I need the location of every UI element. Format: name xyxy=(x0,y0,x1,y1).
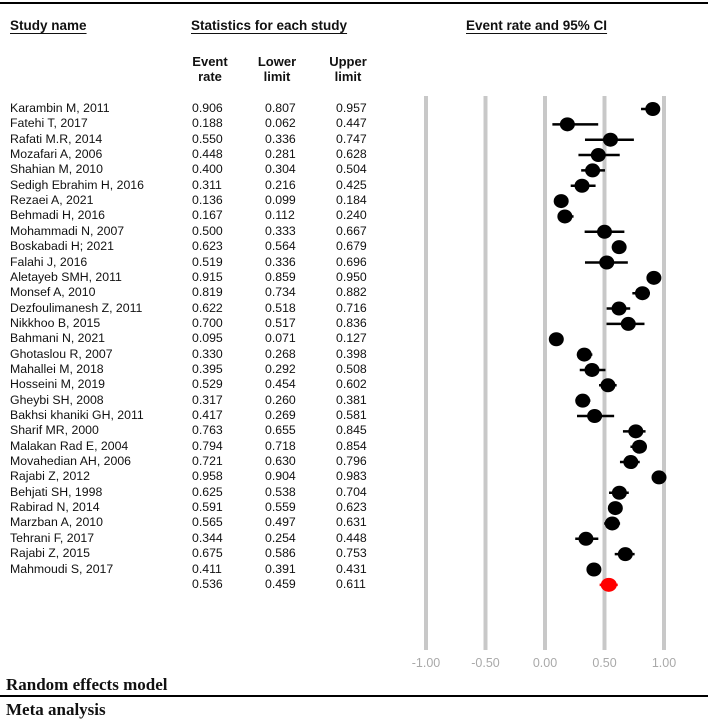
lower-limit: 0.518 xyxy=(265,300,296,315)
column-header-event-rate: Event rate xyxy=(192,54,228,84)
footer-rule xyxy=(0,695,708,697)
footer-analysis-label: Meta analysis xyxy=(6,700,106,719)
study-name: Behmadi H, 2016 xyxy=(10,208,106,223)
study-name: Rajabi Z, 2015 xyxy=(10,546,90,561)
study-marker xyxy=(575,179,590,193)
study-marker xyxy=(635,286,650,300)
upper-limit: 0.667 xyxy=(336,223,367,238)
study-name: Sharif MR, 2000 xyxy=(10,423,99,438)
lower-limit: 0.459 xyxy=(265,576,296,591)
study-marker xyxy=(578,532,593,546)
lower-limit: 0.564 xyxy=(265,239,296,254)
upper-limit: 0.398 xyxy=(336,346,367,361)
event-rate: 0.794 xyxy=(192,438,223,453)
lower-limit: 0.304 xyxy=(265,162,296,177)
upper-limit: 0.504 xyxy=(336,162,367,177)
upper-limit: 0.602 xyxy=(336,377,367,392)
study-name: Mahallei M, 2018 xyxy=(10,361,104,376)
study-marker xyxy=(599,256,614,270)
study-marker xyxy=(597,225,612,239)
tick-label: 1.00 xyxy=(651,656,677,670)
study-marker xyxy=(621,317,636,331)
upper-limit: 0.845 xyxy=(336,423,367,438)
study-marker xyxy=(612,302,627,316)
lower-limit: 0.062 xyxy=(265,116,296,131)
study-marker xyxy=(585,163,600,177)
upper-limit: 0.753 xyxy=(336,546,367,561)
event-rate: 0.700 xyxy=(192,315,223,330)
study-name: Rabirad N, 2014 xyxy=(10,500,100,515)
lower-limit: 0.268 xyxy=(265,346,296,361)
lower-limit: 0.269 xyxy=(265,408,296,422)
event-rate: 0.529 xyxy=(192,377,223,392)
upper-limit: 0.679 xyxy=(336,239,367,254)
study-marker xyxy=(557,209,572,223)
summary-marker xyxy=(601,578,617,592)
header-plot-title: Event rate and 95% CI xyxy=(466,18,608,33)
lower-limit: 0.497 xyxy=(265,515,296,530)
study-name: Sedigh Ebrahim H, 2016 xyxy=(10,177,144,192)
lower-limit: 0.333 xyxy=(265,223,296,238)
study-name: Behjati SH, 1998 xyxy=(10,484,103,499)
study-marker xyxy=(575,394,590,408)
event-rate: 0.536 xyxy=(192,576,223,591)
study-name: Dezfoulimanesh Z, 2011 xyxy=(10,300,143,315)
footer-model-label: Random effects model xyxy=(6,675,168,694)
event-rate: 0.167 xyxy=(192,208,223,223)
study-name: Hosseini M, 2019 xyxy=(10,377,106,392)
lower-limit: 0.336 xyxy=(265,131,296,146)
lower-limit: 0.586 xyxy=(265,546,296,561)
study-name: Karambin M, 2011 xyxy=(10,101,110,115)
upper-limit: 0.796 xyxy=(336,454,367,469)
upper-limit: 0.696 xyxy=(336,254,367,269)
upper-limit: 0.628 xyxy=(336,147,367,162)
study-marker xyxy=(612,240,627,254)
event-rate: 0.311 xyxy=(192,177,222,192)
upper-limit: 0.623 xyxy=(336,500,367,515)
study-marker xyxy=(603,133,618,147)
study-name: Marzban A, 2010 xyxy=(10,515,103,530)
study-name: Boskabadi H; 2021 xyxy=(10,239,114,254)
upper-limit: 0.957 xyxy=(336,101,367,115)
study-name: Falahi J, 2016 xyxy=(10,254,88,269)
lower-limit: 0.734 xyxy=(265,285,296,300)
event-rate: 0.400 xyxy=(192,162,223,177)
event-rate: 0.623 xyxy=(192,239,223,254)
lower-limit: 0.254 xyxy=(265,530,296,545)
study-name: Rezaei A, 2021 xyxy=(10,193,94,208)
tick-label: -1.00 xyxy=(411,656,441,670)
study-marker xyxy=(623,455,638,469)
study-marker xyxy=(605,516,620,530)
event-rate: 0.721 xyxy=(192,454,223,469)
upper-limit: 0.854 xyxy=(336,438,367,453)
event-rate: 0.550 xyxy=(192,131,223,146)
lower-limit: 0.071 xyxy=(265,331,296,346)
study-marker xyxy=(612,486,627,500)
tick-label: 0.00 xyxy=(532,656,558,670)
lower-limit: 0.281 xyxy=(265,147,296,162)
upper-limit: 0.425 xyxy=(336,177,367,192)
upper-limit: 0.447 xyxy=(336,116,367,131)
lower-limit: 0.454 xyxy=(265,377,296,392)
lower-limit: 0.336 xyxy=(265,254,296,269)
study-marker xyxy=(645,102,660,116)
tick-label: -0.50 xyxy=(471,656,500,670)
lower-limit: 0.655 xyxy=(265,423,296,438)
study-name: Fatehi T, 2017 xyxy=(10,116,88,131)
header-study-name: Study name xyxy=(10,18,87,33)
upper-limit: 0.448 xyxy=(336,530,367,545)
study-name: Mozafari A, 2006 xyxy=(10,147,103,162)
study-name: Mahmoudi S, 2017 xyxy=(10,561,114,576)
study-marker xyxy=(591,148,606,162)
event-rate: 0.417 xyxy=(192,408,223,422)
study-marker xyxy=(549,332,564,346)
upper-limit: 0.983 xyxy=(336,469,367,484)
study-name: Bakhsi khaniki GH, 2011 xyxy=(10,408,144,422)
lower-limit: 0.292 xyxy=(265,361,296,376)
lower-limit: 0.904 xyxy=(265,469,296,484)
event-rate: 0.095 xyxy=(192,331,223,346)
event-rate: 0.500 xyxy=(192,223,223,238)
event-rate: 0.565 xyxy=(192,515,223,530)
event-rate: 0.819 xyxy=(192,285,223,300)
event-rate: 0.675 xyxy=(192,546,223,561)
lower-limit: 0.630 xyxy=(265,454,296,469)
event-rate: 0.317 xyxy=(192,392,223,407)
upper-limit: 0.747 xyxy=(336,131,367,146)
study-name: Movahedian AH, 2006 xyxy=(10,454,132,469)
study-name: Ghotaslou R, 2007 xyxy=(10,346,113,361)
column-header-lower-limit: Lower limit xyxy=(257,54,297,84)
event-rate: 0.625 xyxy=(192,484,223,499)
study-marker xyxy=(632,440,647,454)
event-rate: 0.915 xyxy=(192,269,223,284)
lower-limit: 0.112 xyxy=(265,208,295,223)
study-name: Nikkhoo B, 2015 xyxy=(10,315,101,330)
study-marker xyxy=(646,271,661,285)
lower-limit: 0.718 xyxy=(265,438,296,453)
study-marker xyxy=(586,563,601,577)
lower-limit: 0.538 xyxy=(265,484,296,499)
upper-limit: 0.508 xyxy=(336,361,367,376)
lower-limit: 0.099 xyxy=(265,193,296,208)
upper-limit: 0.240 xyxy=(336,208,367,223)
event-rate: 0.330 xyxy=(192,346,223,361)
study-name: Rajabi Z, 2012 xyxy=(10,469,90,484)
study-name: Gheybi SH, 2008 xyxy=(10,392,104,407)
event-rate: 0.591 xyxy=(192,500,223,515)
upper-limit: 0.836 xyxy=(336,315,367,330)
event-rate: 0.188 xyxy=(192,116,223,131)
study-marker xyxy=(554,194,569,208)
study-name: Monsef A, 2010 xyxy=(10,285,96,300)
study-name: Bahmani N, 2021 xyxy=(10,331,106,346)
study-marker xyxy=(608,501,623,515)
event-rate: 0.448 xyxy=(192,147,223,162)
study-marker xyxy=(652,470,667,484)
event-rate: 0.519 xyxy=(192,254,223,269)
lower-limit: 0.559 xyxy=(265,500,296,515)
tick-label: 0.50 xyxy=(592,656,617,670)
study-marker xyxy=(628,424,643,438)
lower-limit: 0.807 xyxy=(265,101,296,115)
event-rate: 0.906 xyxy=(192,101,223,115)
upper-limit: 0.611 xyxy=(336,576,366,591)
upper-limit: 0.581 xyxy=(336,408,367,422)
lower-limit: 0.517 xyxy=(265,315,296,330)
lower-limit: 0.391 xyxy=(265,561,296,576)
upper-limit: 0.184 xyxy=(336,193,367,208)
study-marker xyxy=(577,348,592,362)
study-name: Malakan Rad E, 2004 xyxy=(10,438,129,453)
study-marker xyxy=(585,363,600,377)
upper-limit: 0.704 xyxy=(336,484,367,499)
event-rate: 0.411 xyxy=(192,561,222,576)
study-name: Aletayeb SMH, 2011 xyxy=(10,269,122,284)
study-name: Mohammadi N, 2007 xyxy=(10,223,125,238)
header-statistics: Statistics for each study xyxy=(191,18,348,33)
study-marker xyxy=(600,378,615,392)
event-rate: 0.763 xyxy=(192,423,223,438)
lower-limit: 0.859 xyxy=(265,269,296,284)
upper-limit: 0.716 xyxy=(336,300,367,315)
event-rate: 0.395 xyxy=(192,361,223,376)
upper-limit: 0.631 xyxy=(336,515,367,530)
upper-limit: 0.950 xyxy=(336,269,367,284)
event-rate: 0.136 xyxy=(192,193,223,208)
upper-limit: 0.431 xyxy=(336,561,367,576)
study-name: Tehrani F, 2017 xyxy=(10,530,95,545)
event-rate: 0.344 xyxy=(192,530,223,545)
lower-limit: 0.216 xyxy=(265,177,296,192)
event-rate: 0.622 xyxy=(192,300,223,315)
upper-limit: 0.381 xyxy=(336,392,367,407)
lower-limit: 0.260 xyxy=(265,392,296,407)
upper-limit: 0.882 xyxy=(336,285,367,300)
upper-limit: 0.127 xyxy=(336,331,367,346)
study-marker xyxy=(587,409,602,423)
event-rate: 0.958 xyxy=(192,469,223,484)
study-marker xyxy=(618,547,633,561)
column-header-upper-limit: Upper limit xyxy=(329,54,367,84)
study-name: Rafati M.R, 2014 xyxy=(10,131,103,146)
study-name: Shahian M, 2010 xyxy=(10,162,103,177)
study-marker xyxy=(560,117,575,131)
